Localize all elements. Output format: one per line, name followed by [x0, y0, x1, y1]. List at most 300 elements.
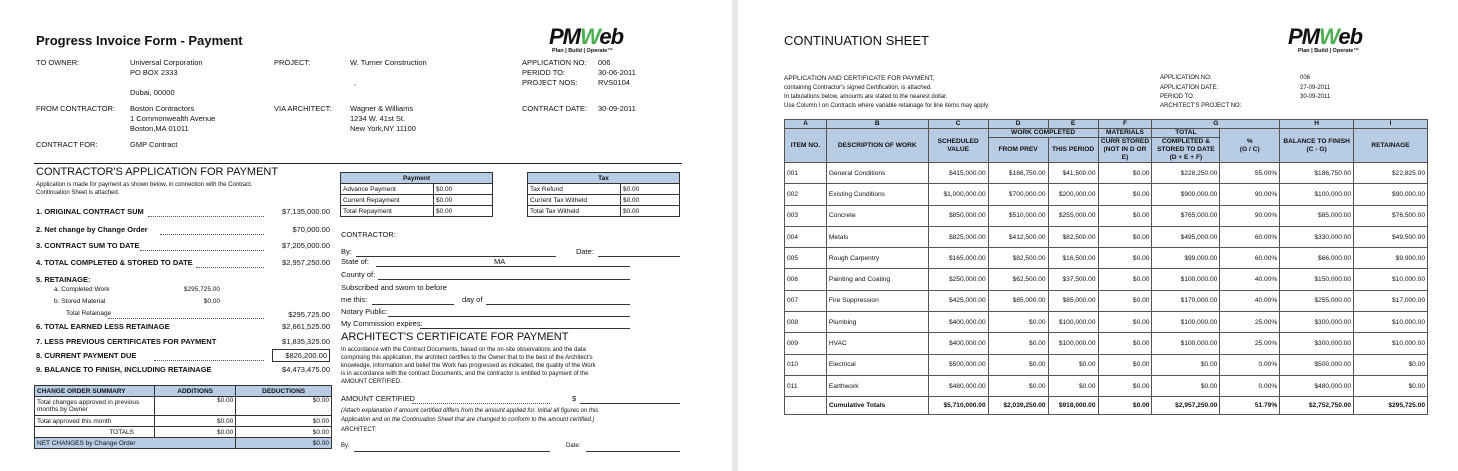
total-ret-label: Total Retainage — [66, 310, 112, 317]
header-curr-stored: CURR STORED (NOT IN D OR E) — [1098, 138, 1152, 163]
co-row-label: Total changes approved in previous months by Owner — [35, 397, 155, 416]
cell-scheduled-value: $425,000.00 — [928, 290, 988, 311]
cell-balance: $66,000.00 — [1280, 248, 1354, 269]
total-curr-stored: $0.00 — [1098, 397, 1152, 415]
retainage-label: 5. RETAINAGE: — [36, 275, 91, 284]
cell-balance: $100,000.00 — [1280, 184, 1354, 205]
header-materials: MATERIALS — [1098, 129, 1152, 138]
cell-from-prev: $0.00 — [988, 333, 1048, 354]
cell-from-prev: $510,000.00 — [988, 205, 1048, 226]
cell-item-no: 008 — [785, 312, 827, 333]
cell-item-no: 004 — [785, 226, 827, 247]
line-6-value: $2,661,525.00 — [282, 322, 330, 331]
line-1-label: 1. ORIGINAL CONTRACT SUM — [36, 207, 144, 216]
project-comma: , — [354, 78, 357, 87]
dollar-sign: $ — [572, 394, 577, 403]
tax-row-label: Total Tax Witheld — [528, 206, 621, 217]
total-retainage: $295,725.00 — [1354, 397, 1428, 415]
cell-scheduled-value: $400,000.00 — [928, 312, 988, 333]
cell-item-no: 003 — [785, 205, 827, 226]
state-value: MA — [494, 257, 506, 266]
cell-from-prev: $0.00 — [988, 354, 1048, 375]
state-label: State of: — [341, 257, 369, 266]
project-value: W. Turner Construction — [350, 58, 427, 67]
section-divider — [34, 163, 682, 164]
cell-description: Metals — [826, 226, 928, 247]
contract-date-label: CONTRACT DATE: — [522, 104, 588, 113]
co-row-add: $0.00 — [155, 397, 236, 416]
co-header: CHANGE ORDER SUMMARY — [35, 386, 155, 397]
table-row — [785, 269, 1428, 290]
amount-certified-label: AMOUNT CERTIFIED — [341, 394, 415, 403]
cell-curr-stored: $0.00 — [1098, 354, 1152, 375]
current-payment-due-value: $826,200.00 — [272, 349, 330, 362]
application-heading: CONTRACTOR'S APPLICATION FOR PAYMENT — [36, 166, 279, 178]
dotted-leader — [154, 360, 264, 361]
cell-description: Earthwork — [826, 375, 928, 396]
architect-line: 1234 W. 41st St. — [350, 114, 406, 123]
architect-line: New York,NY 11100 — [350, 124, 416, 133]
header-percent — [1220, 129, 1280, 163]
total-item-no — [785, 397, 827, 415]
cell-curr-stored: $0.00 — [1098, 312, 1152, 333]
dotted-leader — [148, 216, 264, 217]
total-completed-stored: $2,957,250.00 — [1152, 397, 1220, 415]
cell-this-period: $100,000.00 — [1048, 333, 1098, 354]
architect-note: (Attach explanation if amount certified differs from the amount applied for. Initial all figures on this — [341, 408, 599, 414]
cell-retainage: $76,500.00 — [1354, 205, 1428, 226]
cell-from-prev: $0.00 — [988, 312, 1048, 333]
column-letter-row — [785, 120, 1428, 129]
total-scheduled-value: $5,710,000.00 — [928, 397, 988, 415]
cell-description: HVAC — [826, 333, 928, 354]
col-letter: G — [1152, 120, 1280, 129]
cell-item-no: 002 — [785, 184, 827, 205]
cell-balance: $300,000.00 — [1280, 333, 1354, 354]
line-9-label: 9. BALANCE TO FINISH, INCLUDING RETAINAGE — [36, 365, 212, 374]
cell-item-no: 011 — [785, 375, 827, 396]
cell-description: Rough Carpentry — [826, 248, 928, 269]
header-item-no: ITEM NO. — [785, 129, 827, 163]
payment-row-value: $0.00 — [434, 195, 493, 206]
owner-line: Dubai, 00000 — [130, 88, 175, 97]
cell-from-prev: $62,500.00 — [988, 269, 1048, 290]
architect-cert-text: knowledge, information and belief the Work has progressed as indicated, the quality of the Work — [341, 363, 596, 369]
from-contractor-label: FROM CONTRACTOR: — [36, 104, 116, 113]
architect-cert-text: In accordance with the Contract Documents, based on the on-site observations and the data — [341, 347, 586, 353]
cell-description: Plumbing — [826, 312, 928, 333]
cell-this-period: $82,500.00 — [1048, 226, 1098, 247]
table-row — [785, 312, 1428, 333]
me-this-label: me this: — [341, 295, 368, 304]
cell-description: Electrical — [826, 354, 928, 375]
balance-label: BALANCE TO FINISH — [1283, 137, 1350, 145]
cell-percent: 90.00% — [1220, 184, 1280, 205]
total-percent: 51.79% — [1220, 397, 1280, 415]
ret-a-value: $295,725.00 — [183, 286, 220, 293]
total-this-period: $918,000.00 — [1048, 397, 1098, 415]
header-completed-stored: COMPLETED & STORED TO DATE (D + E + F) — [1152, 138, 1220, 163]
cell-balance: $255,000.00 — [1280, 290, 1354, 311]
payment-row-label: Advance Payment — [341, 184, 434, 195]
architect-label: ARCHITECT: — [341, 427, 377, 433]
cell-scheduled-value: $825,000.00 — [928, 226, 988, 247]
cell-from-prev: $82,500.00 — [988, 248, 1048, 269]
dotted-leader — [196, 267, 264, 268]
architect-note: Application and on the Continuation Sheet that are changed to conform to the amount certified.) — [341, 417, 595, 423]
commission-label: My Commission expires: — [341, 319, 423, 328]
line-4-label: 4. TOTAL COMPLETED & STORED TO DATE — [36, 258, 193, 267]
header-scheduled-value: SCHEDULED VALUE — [928, 129, 988, 163]
cell-curr-stored: $0.00 — [1098, 205, 1152, 226]
change-order-table — [34, 385, 332, 449]
cell-percent: 40.00% — [1220, 269, 1280, 290]
cell-this-period: $37,500.00 — [1048, 269, 1098, 290]
cell-curr-stored: $0.00 — [1098, 290, 1152, 311]
dotted-leader — [140, 250, 264, 251]
owner-line: PO BOX 2333 — [130, 68, 178, 77]
cell-scheduled-value: $480,000.00 — [928, 375, 988, 396]
tax-table — [527, 172, 680, 217]
line-4-value: $2,957,250.00 — [282, 258, 330, 267]
payment-row-value: $0.00 — [434, 184, 493, 195]
to-owner-label: TO OWNER: — [36, 58, 80, 67]
cell-item-no: 010 — [785, 354, 827, 375]
header-balance — [1280, 129, 1354, 163]
cell-percent: 0.00% — [1220, 375, 1280, 396]
cell-item-no: 007 — [785, 290, 827, 311]
contract-for: GMP Contract — [130, 140, 178, 149]
cell-balance: $85,000.00 — [1280, 205, 1354, 226]
co-row-label: TOTALS — [35, 427, 155, 438]
architect-cert-text: is in accordance with the contract Documents, and the contractor is entitled to payment of the — [341, 371, 589, 377]
balance-sub: (C - G) — [1306, 145, 1327, 153]
co-net-value: $0.00 — [236, 438, 332, 449]
line-3-label: 3. CONTRACT SUM TO DATE — [36, 241, 140, 250]
table-row — [785, 163, 1428, 184]
cell-this-period: $41,500.00 — [1048, 163, 1098, 184]
project-nos: RVS0104 — [598, 78, 630, 87]
architect-by-label: By: — [341, 443, 350, 449]
notary-label: Notary Public: — [341, 307, 388, 316]
line-3-value: $7,205,000.00 — [282, 241, 330, 250]
architect-cert-text: AMOUNT CERTIFIED. — [341, 379, 402, 385]
period-to: 30-06-2011 — [598, 68, 636, 77]
co-row-label: Total approved this month — [35, 416, 155, 427]
county-line[interactable] — [378, 279, 630, 280]
contractor-by-label: By: — [341, 247, 352, 256]
col-letter: A — [785, 120, 827, 129]
cell-percent: 25.00% — [1220, 312, 1280, 333]
co-row-ded: $0.00 — [236, 416, 332, 427]
cell-completed-stored: $100,000.00 — [1152, 312, 1220, 333]
pct-sub: (G / C) — [1239, 145, 1260, 153]
cell-completed-stored: $100,000.00 — [1152, 269, 1220, 290]
cell-completed-stored: $765,000.00 — [1152, 205, 1220, 226]
ret-b-value: $0.00 — [203, 298, 220, 305]
continuation-title: CONTINUATION SHEET — [784, 33, 929, 48]
table-row — [785, 290, 1428, 311]
day-of-label: day of — [462, 295, 483, 304]
cell-balance: $300,000.00 — [1280, 312, 1354, 333]
table-row — [785, 375, 1428, 396]
application-intro: Application is made for payment as shown below, in connection with the Contract. — [36, 182, 253, 188]
cell-balance: $500,000.00 — [1280, 354, 1354, 375]
project-nos-label: PROJECT NOS: — [522, 78, 578, 87]
cell-completed-stored: $100,000.00 — [1152, 333, 1220, 354]
col-letter: B — [826, 120, 928, 129]
line-7-value: $1,835,325.00 — [282, 337, 330, 346]
cell-this-period: $0.00 — [1048, 354, 1098, 375]
logo-tagline: Plan | Build | Operate™ — [552, 48, 613, 54]
cell-this-period: $85,000.00 — [1048, 290, 1098, 311]
cell-completed-stored: $99,000.00 — [1152, 248, 1220, 269]
table-row — [785, 354, 1428, 375]
logo-tagline: Plan | Build | Operate™ — [1298, 48, 1359, 54]
cell-scheduled-value: $250,000.00 — [928, 269, 988, 290]
co-row-add: $0.00 — [155, 416, 236, 427]
cell-this-period: $200,000.00 — [1048, 184, 1098, 205]
cell-description: Painting and Coating — [826, 269, 928, 290]
page-title: Progress Invoice Form - Payment — [36, 33, 243, 48]
cell-curr-stored: $0.00 — [1098, 163, 1152, 184]
total-balance: $2,752,750.00 — [1280, 397, 1354, 415]
cell-scheduled-value: $415,000.00 — [928, 163, 988, 184]
dotted-leader — [108, 318, 264, 319]
cell-percent: 60.00% — [1220, 248, 1280, 269]
cell-retainage: $17,000.00 — [1354, 290, 1428, 311]
tax-row-value: $0.00 — [621, 195, 680, 206]
ret-a-label: a. Completed Work — [54, 286, 110, 293]
cell-completed-stored: $228,250.00 — [1152, 163, 1220, 184]
cell-balance: $330,000.00 — [1280, 226, 1354, 247]
line-7-label: 7. LESS PREVIOUS CERTIFICATES FOR PAYMENT — [36, 337, 217, 346]
line-1-value: $7,135,000.00 — [282, 207, 330, 216]
application-no-label: APPLICATION NO: — [522, 58, 587, 67]
architect-date-label: Date: — [566, 443, 581, 449]
cell-curr-stored: $0.00 — [1098, 248, 1152, 269]
via-architect-label: VIA ARCHITECT: — [274, 104, 332, 113]
header-from-prev: FROM PREV — [988, 138, 1048, 163]
me-this-line[interactable] — [372, 304, 454, 305]
notary-line[interactable] — [388, 316, 630, 317]
period-to-label: PERIOD TO: — [522, 68, 566, 77]
continuation-intro: Use Column I on Contracts where variable retainage for line items may apply. — [784, 103, 990, 109]
payment-row-label: Total Repayment — [341, 206, 434, 217]
continuation-intro: APPLICATION AND CERTIFICATE FOR PAYMENT, — [784, 75, 935, 82]
continuation-table — [784, 119, 1428, 415]
cell-retainage: $10,000.00 — [1354, 333, 1428, 354]
cell-this-period: $16,500.00 — [1048, 248, 1098, 269]
county-label: County of: — [341, 270, 376, 279]
header-total: TOTAL — [1152, 129, 1220, 138]
table-row — [785, 205, 1428, 226]
tax-row-value: $0.00 — [621, 184, 680, 195]
payment-header: Payment — [341, 173, 493, 184]
pct-label: % — [1246, 137, 1253, 145]
cell-percent: 55.00% — [1220, 163, 1280, 184]
architect-cert-text: comprising this application, the architect certifies to the Owner that to the best of the Architect's — [341, 355, 593, 361]
cell-completed-stored: $900,000.00 — [1152, 184, 1220, 205]
contractor-line: Boston,MA 01011 — [130, 124, 189, 133]
cell-percent: 90.00% — [1220, 205, 1280, 226]
tax-header: Tax — [528, 173, 680, 184]
owner-line: Universal Corporation — [130, 58, 203, 67]
header-this-period: THIS PERIOD — [1048, 138, 1098, 163]
contract-date: 30-09-2011 — [598, 104, 636, 113]
line-8-label: 8. CURRENT PAYMENT DUE — [36, 351, 137, 360]
col-letter: H — [1280, 120, 1354, 129]
cell-retainage: $22,825.00 — [1354, 163, 1428, 184]
header-work-completed: WORK COMPLETED — [988, 129, 1098, 138]
col-letter: I — [1354, 120, 1428, 129]
pmweb-logo: PMWeb — [549, 24, 624, 49]
cell-description: Existing Conditions — [826, 184, 928, 205]
totals-row — [785, 397, 1428, 415]
cell-item-no: 009 — [785, 333, 827, 354]
cell-scheduled-value: $850,000.00 — [928, 205, 988, 226]
payment-row-value: $0.00 — [434, 206, 493, 217]
col-letter: F — [1098, 120, 1152, 129]
cell-balance: $150,000.00 — [1280, 269, 1354, 290]
meta-label: APPLICATION NO: — [1160, 75, 1212, 81]
table-row — [785, 248, 1428, 269]
meta-value: 006 — [1300, 75, 1311, 81]
header-description: DESCRIPTION OF WORK — [826, 129, 928, 163]
table-row — [785, 226, 1428, 247]
sworn-text: Subscribed and sworn to before — [341, 283, 447, 292]
continuation-intro: In tabulations below, amounts are stated to the nearest dollar. — [784, 94, 948, 100]
co-header: DEDUCTIONS — [236, 386, 332, 397]
architect-signature-line[interactable] — [354, 451, 550, 452]
cell-curr-stored: $0.00 — [1098, 333, 1152, 354]
total-from-prev: $2,039,250.00 — [988, 397, 1048, 415]
co-row-add: $0.00 — [155, 427, 236, 438]
cell-description: Fire Suppression — [826, 290, 928, 311]
meta-label: PERIOD TO: — [1160, 94, 1195, 100]
dotted-leader — [412, 403, 550, 404]
amount-certified-line[interactable] — [580, 403, 680, 404]
meta-label: ARCHITECT'S PROJECT NO: — [1160, 103, 1242, 109]
cell-curr-stored: $0.00 — [1098, 269, 1152, 290]
cell-retainage: $90,000.00 — [1354, 184, 1428, 205]
header-retainage: RETAINAGE — [1354, 129, 1428, 163]
cell-from-prev: $700,000.00 — [988, 184, 1048, 205]
cell-completed-stored: $495,000.00 — [1152, 226, 1220, 247]
cell-completed-stored: $0.00 — [1152, 354, 1220, 375]
cell-from-prev: $85,000.00 — [988, 290, 1048, 311]
continuation-body — [785, 163, 1428, 415]
cell-retainage: $0.00 — [1354, 354, 1428, 375]
cell-completed-stored: $0.00 — [1152, 375, 1220, 396]
cell-retainage: $10,000.00 — [1354, 312, 1428, 333]
cell-this-period: $0.00 — [1048, 375, 1098, 396]
col-letter: C — [928, 120, 988, 129]
table-row — [785, 333, 1428, 354]
day-of-line[interactable] — [486, 304, 630, 305]
cell-percent: 40.00% — [1220, 290, 1280, 311]
cell-balance: $186,750.00 — [1280, 163, 1354, 184]
ret-b-label: b. Stored Material — [54, 298, 106, 305]
payment-table — [340, 172, 493, 217]
cell-from-prev: $186,750.00 — [988, 163, 1048, 184]
cell-item-no: 006 — [785, 269, 827, 290]
cell-percent: 0.00% — [1220, 354, 1280, 375]
contractor-date-label: Date: — [576, 247, 594, 256]
meta-label: APPLICATION DATE: — [1160, 85, 1219, 91]
co-net-label: NET CHANGES by Change Order — [35, 438, 236, 449]
cell-retainage: $49,500.00 — [1354, 226, 1428, 247]
contractor-line: Boston Contractors — [130, 104, 195, 113]
table-row — [785, 184, 1428, 205]
meta-value: 30-09-2011 — [1300, 94, 1331, 100]
cell-percent: 60.00% — [1220, 226, 1280, 247]
cell-this-period: $100,000.00 — [1048, 312, 1098, 333]
contractor-sig-label: CONTRACTOR: — [341, 230, 396, 239]
project-label: PROJECT: — [274, 58, 311, 67]
line-9-value: $4,473,475.00 — [282, 365, 330, 374]
cell-curr-stored: $0.00 — [1098, 226, 1152, 247]
commission-line[interactable] — [420, 328, 630, 329]
cell-scheduled-value: $165,000.00 — [928, 248, 988, 269]
total-ret-value: $295,725.00 — [288, 310, 330, 319]
cell-this-period: $255,000.00 — [1048, 205, 1098, 226]
architect-date-line[interactable] — [586, 451, 680, 452]
cell-scheduled-value: $400,000.00 — [928, 333, 988, 354]
line-2-label: 2. Net change by Change Order — [36, 225, 148, 234]
cell-curr-stored: $0.00 — [1098, 184, 1152, 205]
continuation-page — [738, 0, 1458, 471]
dotted-leader — [160, 234, 264, 235]
payment-row-label: Current Repayment — [341, 195, 434, 206]
state-line[interactable] — [376, 266, 630, 267]
architect-cert-heading: ARCHITECT'S CERTIFICATE FOR PAYMENT — [341, 331, 569, 343]
cell-completed-stored: $170,000.00 — [1152, 290, 1220, 311]
line-2-value: $70,000.00 — [292, 225, 330, 234]
tax-row-label: Tax Refund — [528, 184, 621, 195]
contract-for-label: CONTRACT FOR: — [36, 140, 98, 149]
total-description: Cumulative Totals — [826, 397, 928, 415]
contractor-line: 1 Commonwealth Avenue — [130, 114, 216, 123]
pmweb-logo: PMWeb — [1288, 24, 1363, 49]
cell-item-no: 005 — [785, 248, 827, 269]
col-letter: D — [988, 120, 1048, 129]
co-row-ded: $0.00 — [236, 427, 332, 438]
tax-row-value: $0.00 — [621, 206, 680, 217]
cell-retainage: $10,000.00 — [1354, 269, 1428, 290]
tax-row-label: Current Tax Witheld — [528, 195, 621, 206]
cell-retainage: $9,900.00 — [1354, 248, 1428, 269]
cell-description: General Conditions — [826, 163, 928, 184]
application-no: 006 — [598, 58, 611, 67]
application-intro: Continuation Sheet is attached. — [36, 190, 120, 196]
cell-retainage: $0.00 — [1354, 375, 1428, 396]
contractor-signature-line[interactable] — [356, 256, 556, 257]
contractor-date-line[interactable] — [598, 256, 680, 257]
cell-balance: $480,000.00 — [1280, 375, 1354, 396]
cell-description: Concrete — [826, 205, 928, 226]
cell-item-no: 001 — [785, 163, 827, 184]
line-6-label: 6. TOTAL EARNED LESS RETAINAGE — [36, 322, 170, 331]
architect-line: Wagner & Williams — [350, 104, 414, 113]
cell-from-prev: $412,500.00 — [988, 226, 1048, 247]
cell-scheduled-value: $1,000,000.00 — [928, 184, 988, 205]
cell-curr-stored: $0.00 — [1098, 375, 1152, 396]
continuation-intro: containing Contractor's signed Certification, is attached. — [784, 85, 932, 91]
meta-value: 27-09-2011 — [1300, 85, 1331, 91]
co-header: ADDITIONS — [155, 386, 236, 397]
cell-percent: 25.00% — [1220, 333, 1280, 354]
